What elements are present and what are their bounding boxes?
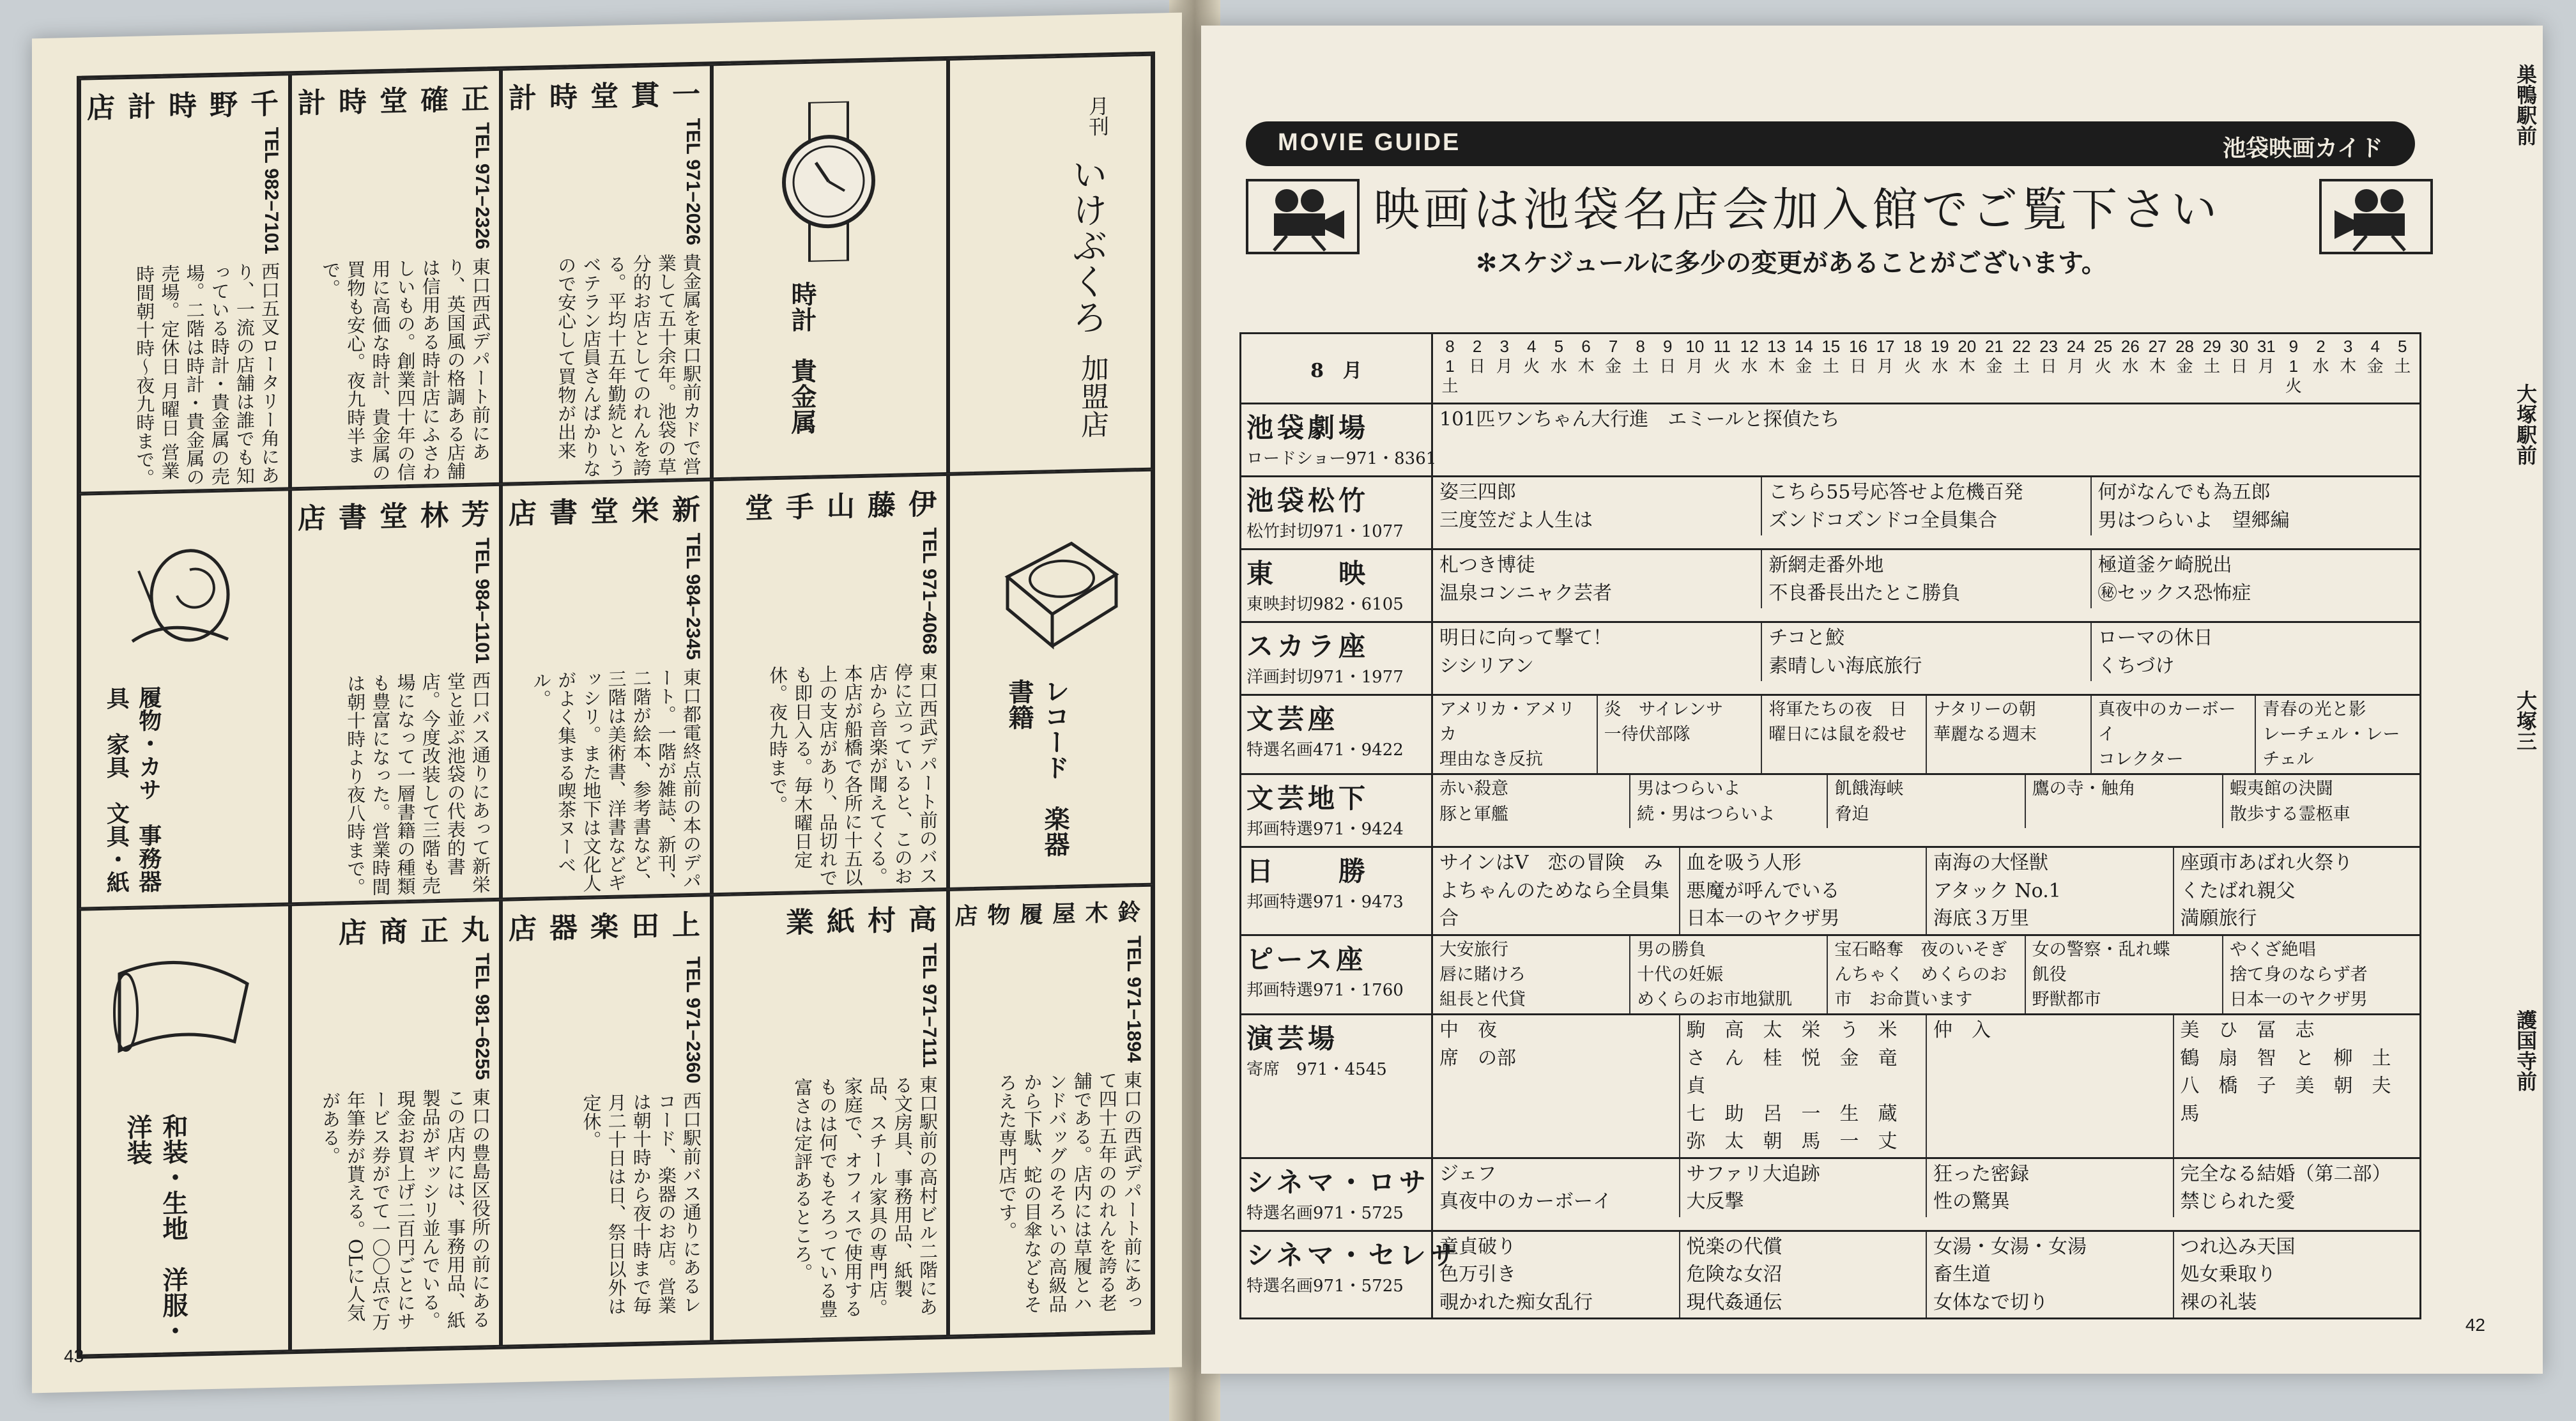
shop-cell-marusho [290, 900, 501, 1351]
page-number: 42 [2465, 1315, 2485, 1335]
day-number: 22 [2012, 337, 2031, 356]
shop-cell-ueda [501, 895, 712, 1346]
shop-directory-grid [77, 52, 1155, 1359]
film-title: つれ込み天国 処女乗取り 裸の礼装 [2173, 1232, 2420, 1318]
film-title: 姿三四郎 三度笠だよ人生は [1439, 481, 1593, 532]
theater-name: 日 勝 [1246, 856, 1370, 887]
film-title: 仲 入 [1926, 1015, 2173, 1157]
film-list [1433, 696, 2419, 773]
theater-row [1241, 1231, 2421, 1319]
theater-tel: 洋画封切971・1977 [1246, 668, 1404, 687]
category-cell-records [948, 470, 1153, 889]
day-number: 4 [1527, 337, 1537, 356]
day-cell [1846, 337, 1870, 397]
theater-name: 池袋松竹 [1246, 485, 1370, 516]
film-title: 鷹の寺・触角 [2025, 775, 2222, 827]
theater-name: 文芸地下 [1246, 783, 1370, 815]
film-title: 何がなんでも為五郎 男はつらいよ 望郷編 [2090, 477, 2419, 535]
film-title: やくざ絶唱 捨て身のならず者 日本一のヤクザ男 [2222, 936, 2419, 1013]
category-label: 履物・カサ 事務器具 家具 文具・紙 [103, 685, 162, 894]
day-cell [2281, 337, 2305, 397]
day-number: 18 [1903, 337, 1922, 356]
station-label: 護国寺前 [2513, 1010, 2538, 1091]
film-title: 美 ひ 冨 志 鶴 扇 智 と 柳 土 八 橋 子 美 朝 夫 馬 [2173, 1015, 2420, 1157]
shop-tel: TEL 971−2326 [471, 122, 493, 250]
film-title: 座頭市あばれ火祭り くたばれ親父 満願旅行 [2173, 848, 2420, 934]
day-number: 15 [1821, 337, 1841, 356]
right-page [1201, 26, 2543, 1374]
theater-cell [1241, 695, 1432, 774]
weekday-label: 金 [1795, 357, 1813, 376]
shop-desc: 東口駅前の高村ビル二階にある文房具、事務用品、紙製品、スチール家具の専門店。家庭で、オフィスで使用するものは何でもそろっている豊富さは定評あるところ。 [792, 1075, 939, 1319]
day-cell [2091, 337, 2115, 397]
theater-row [1241, 774, 2421, 847]
theater-cell [1241, 1158, 1432, 1231]
shop-desc: 西口バス通りにあって新栄堂と並ぶ池袋の代表的書店。今度改装して三階も売場になって一層書籍の種類も豊富になった。営業時間は朝十時より夜八時まで。 [344, 671, 491, 897]
day-number: 7 [1608, 337, 1618, 356]
weekday-label: 日 [1469, 357, 1486, 376]
weekday-label: 土 [1632, 357, 1649, 376]
day-cell [1819, 337, 1843, 397]
film-title: 完全なる結婚（第二部） 禁じられた愛 [2173, 1159, 2420, 1217]
theater-cell [1241, 404, 1437, 477]
shop-name: 正確堂時計店 [293, 84, 489, 119]
theater-row [1241, 404, 2421, 477]
theater-tel: 東映封切982・6105 [1246, 595, 1404, 614]
shop-name: 千野時計店 [82, 88, 278, 124]
theater-row [1241, 622, 2421, 695]
weekday-label: 火 [2094, 357, 2112, 376]
film-title: 南海の大怪獣 アタック No.1 海底３万里 [1926, 848, 2173, 934]
shop-tel: TEL 971−4068 [919, 527, 940, 655]
film-list [1433, 936, 2419, 1013]
schedule-note: ✻スケジュールに多少の変更があることがございます。 [1476, 249, 2107, 278]
theater-cell [1241, 1231, 1460, 1319]
shop-tel: TEL 971−1894 [1123, 935, 1144, 1063]
weekday-label: 月 [2067, 357, 2085, 376]
film-list [1433, 775, 2419, 827]
movie-schedule-table [1239, 332, 2421, 1319]
shop-desc: 東口西武デパート前にあり、英国風の格調ある店舗は信用ある時計店にふさわしいもの。創業四十年の信用に高価な時計、貴金属の買物も安心。夜九時半まで。 [319, 257, 491, 482]
film-title: 札つき博徒 温泉コンニャク芸者 [1439, 554, 1612, 604]
day-cell [2009, 337, 2033, 397]
weekday-label: 月 [1876, 357, 1894, 376]
day-cell [1738, 337, 1761, 397]
day-number: 9 [1663, 337, 1673, 356]
wristwatch-icon [771, 100, 886, 263]
theater-tel: 松竹封切971・1077 [1246, 522, 1404, 541]
film-title: 青春の光と影 レーチェル・レーチェル [2255, 696, 2419, 773]
theater-tel: ロードショー971・8361 [1246, 449, 1437, 468]
day-number: 8 1 [1445, 337, 1455, 376]
day-cell [1683, 337, 1706, 397]
category-label: 時計 貴金属 [787, 280, 817, 435]
day-number: 20 [1958, 337, 1977, 356]
film-title: 宝石略奪 夜のいそぎんちゃく めくらのお市 お命貰います [1827, 936, 2024, 1013]
film-title: チコと鮫 素晴しい海底旅行 [1761, 623, 2090, 681]
day-cell [1656, 337, 1680, 397]
theater-name: 文芸座 [1246, 703, 1339, 735]
day-number: 13 [1767, 337, 1786, 356]
fabric-roll-icon [107, 945, 260, 1063]
film-title: 101匹ワンちゃん大行進 エミールと探偵たち [1439, 408, 1840, 431]
theater-tel: 特選名画971・5725 [1246, 1203, 1404, 1223]
day-cell [1982, 337, 2006, 397]
film-title: 童貞破り 色万引き 覗かれた痴女乱行 [1439, 1235, 1593, 1314]
day-number: 11 [1713, 337, 1731, 356]
film-title: 男の勝負 十代の妊娠 めくらのお市地獄肌 [1629, 936, 1827, 1013]
category-cell-stationery [79, 489, 290, 909]
day-number: 19 [1930, 337, 1949, 356]
weekday-label: 月 [2258, 357, 2275, 376]
day-number: 24 [2066, 337, 2085, 356]
category-cell-kimono [79, 904, 290, 1356]
film-title: 男はつらいよ 続・男はつらいよ [1629, 775, 1827, 827]
banner-title: MOVIE GUIDE [1278, 129, 1461, 156]
film-title: 赤い殺意 豚と軍艦 [1439, 779, 1508, 824]
shop-cell-takamura [712, 889, 948, 1342]
weekday-label: 日 [2230, 357, 2248, 376]
day-number: 3 [2343, 337, 2353, 356]
film-list [1433, 477, 2419, 535]
theater-tel: 邦画特選971・9424 [1246, 820, 1404, 840]
snail-icon [113, 530, 241, 661]
film-title: アメリカ・アメリカ 理由なき反抗 [1439, 700, 1575, 770]
weekday-label: 土 [1822, 357, 1839, 376]
day-cell [1547, 337, 1570, 397]
day-cell [2336, 337, 2360, 397]
film-title: 血を吸う人形 悪魔が呼んでいる 日本一のヤクザ男 [1679, 848, 1926, 934]
film-list [1433, 848, 2419, 934]
film-title: 炎 サイレンサ 一待伏部隊 [1597, 696, 1761, 773]
film-title: 新網走番外地 不良番長出たとこ勝負 [1761, 550, 2090, 608]
station-label: 大塚三 [2513, 690, 2538, 751]
theater-name: 池袋劇場 [1246, 412, 1370, 443]
shop-desc: 東口都電終点前の本のデパート。一階が雑誌、新刊、二階が絵本、参考書など、三階は美術書、洋書などギッシリ。また地下は文化人がよく集まる喫茶ヌーベル。 [530, 667, 702, 893]
day-number: 14 [1794, 337, 1813, 356]
weekday-label: 金 [2366, 357, 2384, 376]
weekday-label: 水 [2312, 357, 2329, 376]
day-number: 5 [1554, 337, 1564, 356]
day-number: 12 [1740, 337, 1759, 356]
theater-row [1241, 1015, 2421, 1158]
day-cell [2200, 337, 2224, 397]
weekday-label: 土 [2012, 357, 2030, 376]
film-title: 駒 高 太 栄 う 米 さ ん 桂 悦 金 竜 貞 七 助 呂 一 生 蔵 弥 太 朝 馬 一 丈 [1679, 1015, 1926, 1157]
day-number: 28 [2175, 337, 2194, 356]
shop-tel: TEL 984−2345 [682, 532, 703, 661]
day-number: 2 [2316, 337, 2326, 356]
headline: 映画は池袋名店会加入館でご覧下さい [1374, 183, 2221, 236]
weekday-label: 金 [2176, 357, 2193, 376]
theater-tel: 特選名画471・9422 [1246, 741, 1404, 760]
theater-row [1241, 935, 2421, 1014]
theater-cell [1241, 1015, 1432, 1158]
film-title: こちら55号応答せよ危機百発 ズンドコズンドコ全員集合 [1761, 477, 2090, 535]
shop-tel: TEL 984−1101 [471, 537, 493, 664]
day-cell [1438, 337, 1462, 397]
theater-tel: 邦画特選971・9473 [1246, 893, 1404, 912]
category-label: レコード 楽器 書籍 [1004, 677, 1070, 883]
theater-row [1241, 1158, 2421, 1231]
film-title: 真夜中のカーボーイ コレクター [2090, 696, 2255, 773]
category-label: 和装・生地 洋服・洋装 [123, 1112, 188, 1344]
theater-row [1241, 847, 2421, 935]
day-number: 2 [1472, 337, 1482, 356]
film-title: 女の警察・乱れ蝶 飢役 野獣都市 [2025, 936, 2222, 1013]
day-cell [1765, 337, 1788, 397]
shop-name: 芳林堂書店 [293, 499, 489, 535]
day-number: 4 [2370, 337, 2380, 356]
film-title: サファリ大追跡 大反撃 [1679, 1159, 1926, 1217]
day-number: 17 [1876, 337, 1895, 356]
shop-name: 上田楽器店 [503, 909, 700, 945]
film-title: ナタリーの朝 華麗なる週末 [1926, 696, 2090, 773]
theater-row [1241, 549, 2421, 622]
day-cell [1574, 337, 1598, 397]
film-title: 女湯・女湯・女湯 畜生道 女体なで切り [1926, 1232, 2173, 1318]
shop-name: 新栄堂書店 [503, 494, 700, 530]
day-cell [2064, 337, 2088, 397]
weekday-label: 月 [1496, 357, 1513, 376]
film-title: 大安旅行 唇に賭けろ 組長と代貸 [1439, 939, 1526, 1010]
weekday-label: 水 [1550, 357, 1567, 376]
shop-cell-seikakudo [290, 69, 501, 489]
theater-name: 東 映 [1246, 558, 1370, 589]
film-camera-icon [2319, 179, 2433, 254]
shop-tel: TEL 982−7101 [261, 127, 282, 255]
weekday-label: 土 [2204, 357, 2221, 376]
theater-name: 演芸場 [1246, 1023, 1339, 1055]
shop-cell-itoyamatedo [712, 474, 948, 895]
weekday-label: 火 [1713, 357, 1731, 376]
shop-cell-horindo [290, 484, 501, 904]
weekday-label: 火 [1523, 357, 1540, 376]
left-page [32, 13, 1182, 1394]
weekday-label: 木 [1577, 357, 1595, 376]
day-number: 27 [2148, 337, 2167, 356]
shop-name: 丸正商店 [334, 914, 489, 949]
day-cell [2255, 337, 2278, 397]
weekday-label: 火 [2285, 376, 2302, 396]
magazine-title: いけぶくろ [1066, 155, 1108, 335]
shop-tel: TEL 981−6255 [471, 953, 493, 1080]
day-cell [1710, 337, 1734, 397]
day-number: 26 [2120, 337, 2140, 356]
day-number: 29 [2202, 337, 2221, 356]
shop-name: 伊藤山手堂 [740, 489, 936, 525]
weekday-label: 土 [2394, 357, 2411, 376]
shop-cell-shineido [501, 479, 712, 899]
theater-tel: 特選名画971・5725 [1246, 1276, 1404, 1296]
weekday-label: 日 [1659, 357, 1676, 376]
weekday-label: 日 [2040, 357, 2057, 376]
day-number: 10 [1685, 337, 1705, 356]
film-title: 飢餓海峡 脅迫 [1827, 775, 2024, 827]
shop-tel: TEL 971−2360 [682, 956, 703, 1084]
theater-tel: 寄席 971・4545 [1246, 1060, 1387, 1080]
shop-cell-chino [79, 73, 290, 493]
theater-cell [1241, 622, 1432, 695]
day-cell [2173, 337, 2196, 397]
film-title: 蝦夷館の決闘 散歩する霊柩車 [2222, 775, 2419, 827]
theater-cell [1241, 477, 1432, 549]
film-title: 狂った密録 性の驚異 [1926, 1159, 2173, 1217]
record-player-icon [995, 523, 1123, 654]
day-cell [1492, 337, 1516, 397]
theater-name: シネマ・セレサ [1246, 1239, 1460, 1271]
day-cell [2391, 337, 2414, 397]
day-cell [1629, 337, 1652, 397]
shop-name: 鈴木屋履物店 [951, 900, 1141, 930]
monthly-ikebukuro-cell [948, 54, 1153, 474]
category-cell-watches [712, 59, 948, 479]
banner-subtitle: 池袋映画カイド [2223, 135, 2383, 162]
film-title: 明日に向って撃て！ シシリアン [1439, 627, 1612, 677]
day-cell [1520, 337, 1544, 397]
theater-cell [1241, 935, 1432, 1014]
theater-name: スカラ座 [1246, 631, 1370, 662]
film-title: 中 夜 席 の部 [1439, 1019, 1516, 1070]
film-list [1433, 1015, 2419, 1157]
film-title: 極道釜ケ崎脱出 ㊙セックス恐怖症 [2090, 550, 2419, 608]
film-list [1433, 1232, 2419, 1318]
film-title: 悦楽の代償 危険な女沼 現代姦通伝 [1679, 1232, 1926, 1318]
month-label: 8 月 [1241, 334, 1432, 404]
film-list [1433, 1159, 2419, 1217]
weekday-label: 火 [1904, 357, 1921, 376]
day-cell [1792, 337, 1816, 397]
film-list [1433, 550, 2419, 608]
weekday-label: 木 [1768, 357, 1785, 376]
day-number: 8 [1636, 337, 1645, 356]
day-number: 3 [1499, 337, 1509, 356]
day-cell [2227, 337, 2251, 397]
day-cell [1466, 337, 1489, 397]
day-cell [1901, 337, 1924, 397]
day-cell [1955, 337, 1979, 397]
weekday-label: 土 [1441, 376, 1459, 396]
film-camera-icon [1246, 179, 1360, 254]
station-label: 巣鴨駅前 [2513, 64, 2538, 146]
shop-name: 一貫堂時計店 [503, 79, 700, 114]
shop-desc: 東口の豊島区役所の前にあるこの店内には、事務用品、紙製品がギッシリ並んでいる。現金お買上げ二百円ごとにサービス券がでて一〇〇点で万年筆券が貰える。OLに人気がある。 [319, 1087, 491, 1332]
shop-desc: 西口駅前バス通りにあるレコード、楽器のお店。営業は朝十時から夜十時まで毎月二十日は日、祭日以外は定休。 [580, 1091, 702, 1316]
theater-cell [1241, 774, 1432, 847]
day-number: 5 [2398, 337, 2407, 356]
shop-desc: 東口西武デパート前のバス停に立っていると、このお店から音楽が聞えてくる。本店が船橋で各所に十五以上の支店があり、品切れでも即日入る。毎木曜日定休。夜九時まで。 [767, 661, 939, 887]
day-number: 9 1 [2288, 337, 2299, 376]
theater-row [1241, 695, 2421, 774]
day-cell [2145, 337, 2169, 397]
day-number: 16 [1848, 337, 1867, 356]
station-label: 大塚駅前 [2513, 383, 2538, 465]
monthly-label: 月刊 [1085, 95, 1110, 137]
film-title: サインはV 恋の冒険 みよちゃんのためなら全員集合 [1439, 852, 1669, 930]
day-number: 30 [2230, 337, 2249, 356]
shop-tel: TEL 971−2026 [682, 118, 703, 245]
day-cell [1874, 337, 1897, 397]
theater-name: シネマ・ロサ [1246, 1166, 1430, 1198]
shop-desc: 東口の西武デパート前にあって四十五年ののれんを誇る老舗である。店内には草履とハンドバッグのそろいの高級品から下駄、蛇の目傘などもそろえた専門店です。 [996, 1070, 1143, 1314]
day-cell [1602, 337, 1625, 397]
shop-cell-suzukiya [948, 885, 1153, 1337]
film-title: 将軍たちの夜 日 曜日には鼠を殺せ [1761, 696, 1926, 773]
weekday-label: 水 [2122, 357, 2139, 376]
day-number: 31 [2257, 337, 2276, 356]
theater-tel: 邦画特選971・1760 [1246, 980, 1404, 1000]
day-cell [2037, 337, 2060, 397]
weekday-label: 水 [1741, 357, 1758, 376]
day-number: 23 [2039, 337, 2058, 356]
page-number: 43 [64, 1346, 84, 1367]
theater-row [1241, 477, 2421, 549]
day-number: 25 [2094, 337, 2113, 356]
weekday-label: 木 [1958, 357, 1975, 376]
day-strip [1438, 337, 2414, 397]
weekday-label: 金 [1605, 357, 1622, 376]
shop-desc: 西口五叉ロータリー角にあり、一流の店舗は誰でも知っている時計・貴金属の売場。二階は時計・貴金属の売場。定休日 月曜日 営業時間朝十時〜夜九時まで。 [134, 261, 280, 488]
film-list [1433, 623, 2419, 681]
day-number: 21 [1984, 337, 2004, 356]
theater-cell [1241, 549, 1432, 622]
shop-cell-ikkando [501, 64, 712, 484]
film-title: ジェフ 真夜中のカーボーイ [1439, 1162, 1612, 1213]
date-header-row [1241, 334, 2421, 404]
theater-name: ピース座 [1246, 943, 1367, 975]
film-title: ローマの休日 くちづけ [2090, 623, 2419, 681]
day-cell [1928, 337, 1952, 397]
movie-guide-banner [1246, 121, 2415, 166]
day-cell [2363, 337, 2387, 397]
weekday-label: 水 [1931, 357, 1949, 376]
film-list [1433, 404, 2419, 435]
day-cell [2309, 337, 2333, 397]
shop-tel: TEL 971−7111 [919, 942, 940, 1068]
shop-desc: 貴金属を東口駅前カドで営業して五十余年。池袋の草分的お店としてのれんを誇る。平均十五年勤続というベテラン店員さんばかりなので安心して買物が出来 [555, 252, 702, 478]
shop-name: 高村紙業 [781, 904, 936, 939]
member-stores-label: 加盟店 [1076, 353, 1108, 439]
weekday-label: 木 [2340, 357, 2357, 376]
theater-cell [1241, 847, 1432, 935]
day-number: 6 [1581, 337, 1591, 356]
weekday-label: 月 [1686, 357, 1703, 376]
day-cell [2119, 337, 2142, 397]
weekday-label: 木 [2149, 357, 2166, 376]
weekday-label: 日 [1850, 357, 1867, 376]
weekday-label: 金 [1986, 357, 2003, 376]
